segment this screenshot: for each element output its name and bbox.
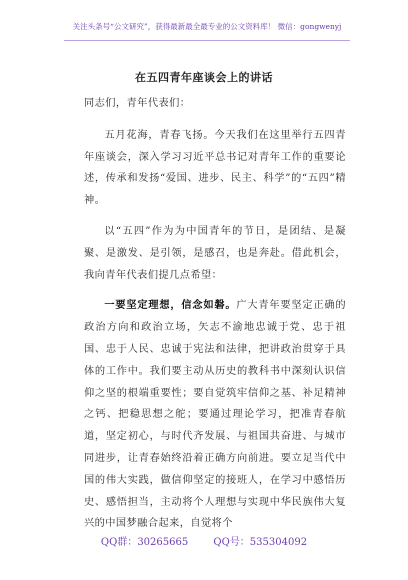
salutation: 同志们，青年代表们： [84, 98, 191, 109]
paragraph-hopes: 以“五四”作为为中国青年的节日，是团结、是凝聚、是激发、是引领，是感召，也是奔赴。借此机会，我向青年代表们提几点希望： [84, 225, 346, 281]
paragraph-section-1 [84, 295, 346, 535]
header-divider [64, 40, 350, 41]
footer-contact [0, 537, 408, 549]
footer-qq-group: QQ群：30265665 [100, 537, 189, 548]
footer-qq-number: QQ号：535304092 [213, 537, 308, 548]
header-banner: 关注头条号“公文研究”，获得最新最全最专业的公文资料库！ 微信：gongwenyj [72, 22, 342, 31]
section-1-lead: 一要坚定理想，信念如磐。 [104, 299, 237, 312]
document-body [84, 90, 346, 535]
paragraph-intro: 五月花海，青春飞扬。今天我们在这里举行五四青年座谈会，深入学习习近平总书记对青年工作的重要论述，传承和发扬“爱国、进步、民主、科学”的“五四”精神。 [84, 129, 346, 207]
document-title: 在五四青年座谈会上的讲话 [135, 71, 273, 84]
section-1-text: 广大青年要坚定正确的政治方向和政治立场，矢志不渝地忠诚于党、忠于祖国、忠于人民、忠诚于宪法和法律，把讲政治贯穿于具体的工作中。我们要主动从历史的教科书中深刻认识信仰之坚的根端重要性；要自觉筑牢信仰之基、补足精神之钙、把稳思想之舵；要通过理论学习，把准青春航道，坚定初心，与时代齐发展、与祖国共奋进、与城市同进步，让青春始终沿着正确方向前进。要立足当代中国的伟大实践，做信仰坚定的接班人，在学习中感悟历史、感悟担当，主动将个人理想与实现中华民族伟大复兴的中国梦融合起来，自觉将个 [84, 300, 346, 530]
